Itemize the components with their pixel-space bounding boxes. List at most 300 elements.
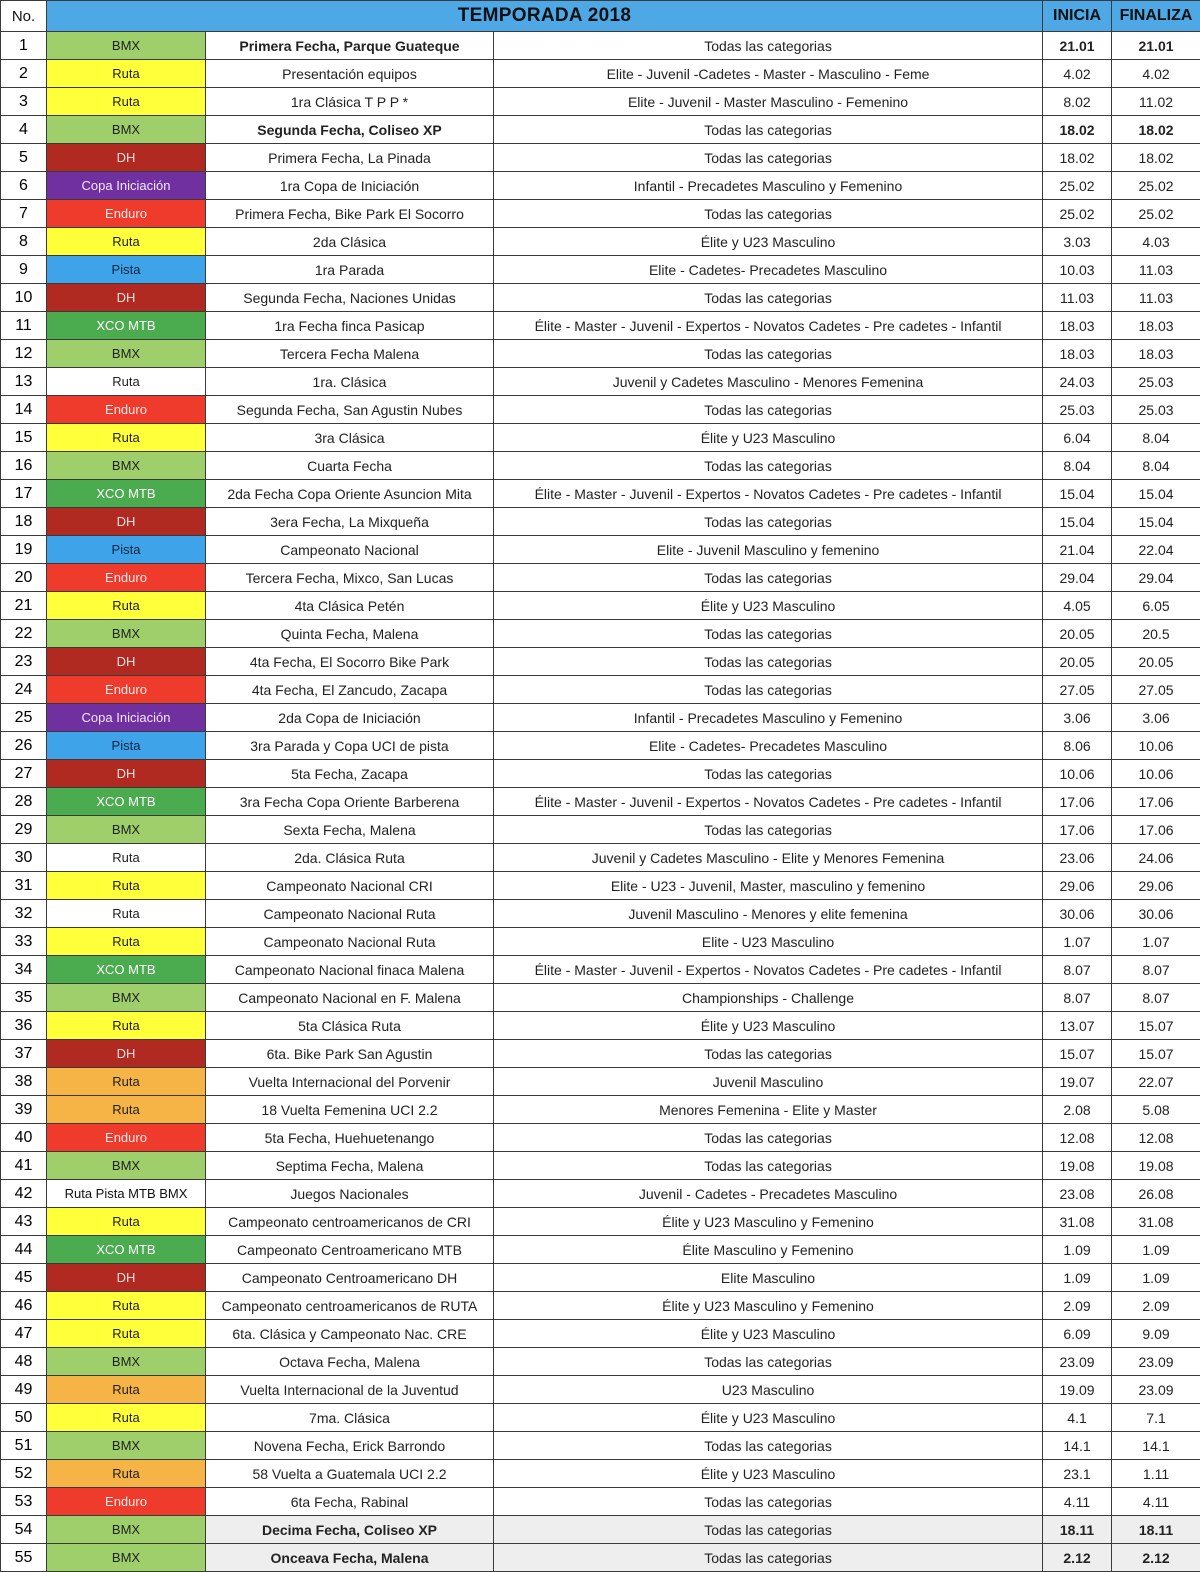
end-date: 2.12 — [1112, 1544, 1200, 1572]
category-badge: DH — [47, 1040, 206, 1068]
category-badge: BMX — [47, 340, 206, 368]
start-date: 1.09 — [1043, 1236, 1112, 1264]
participants: Todas las categorias — [494, 676, 1043, 704]
end-date: 2.09 — [1112, 1292, 1200, 1320]
row-number: 31 — [1, 872, 47, 900]
participants: Élite y U23 Masculino — [494, 424, 1043, 452]
table-row — [1, 592, 1200, 620]
category-badge: Ruta — [47, 228, 206, 256]
table-row — [1, 872, 1200, 900]
participants: Juvenil y Cadetes Masculino - Menores Femenina — [494, 368, 1043, 396]
event-name: Campeonato centroamericanos de RUTA — [206, 1292, 494, 1320]
row-number: 16 — [1, 452, 47, 480]
row-number: 4 — [1, 116, 47, 144]
table-row — [1, 620, 1200, 648]
event-name: 6ta. Clásica y Campeonato Nac. CRE — [206, 1320, 494, 1348]
event-name: 1ra Clásica T P P * — [206, 88, 494, 116]
row-number: 36 — [1, 1012, 47, 1040]
start-date: 20.05 — [1043, 620, 1112, 648]
event-name: 5ta Fecha, Zacapa — [206, 760, 494, 788]
event-name: Decima Fecha, Coliseo XP — [206, 1516, 494, 1544]
table-row — [1, 424, 1200, 452]
participants: Élite y U23 Masculino — [494, 1320, 1043, 1348]
event-name: Presentación equipos — [206, 60, 494, 88]
participants: Élite - Master - Juvenil - Expertos - Novatos Cadetes - Pre cadetes - Infantil — [494, 956, 1043, 984]
schedule-body — [1, 32, 1200, 1572]
end-date: 31.08 — [1112, 1208, 1200, 1236]
participants: Elite - Cadetes- Precadetes Masculino — [494, 732, 1043, 760]
category-badge: Ruta — [47, 1012, 206, 1040]
start-date: 3.03 — [1043, 228, 1112, 256]
start-date: 23.09 — [1043, 1348, 1112, 1376]
end-date: 8.04 — [1112, 452, 1200, 480]
end-date: 1.09 — [1112, 1264, 1200, 1292]
table-row — [1, 256, 1200, 284]
participants: Elite Masculino — [494, 1264, 1043, 1292]
row-number: 24 — [1, 676, 47, 704]
table-row — [1, 704, 1200, 732]
category-badge: DH — [47, 648, 206, 676]
event-name: Vuelta Internacional de la Juventud — [206, 1376, 494, 1404]
start-date: 13.07 — [1043, 1012, 1112, 1040]
event-name: 5ta Fecha, Huehuetenango — [206, 1124, 494, 1152]
table-row — [1, 480, 1200, 508]
table-row — [1, 60, 1200, 88]
end-date: 7.1 — [1112, 1404, 1200, 1432]
row-number: 22 — [1, 620, 47, 648]
category-badge: BMX — [47, 1152, 206, 1180]
start-date: 10.03 — [1043, 256, 1112, 284]
participants: Todas las categorias — [494, 564, 1043, 592]
participants: Élite y U23 Masculino — [494, 592, 1043, 620]
participants: Elite - Juvenil Masculino y femenino — [494, 536, 1043, 564]
row-number: 51 — [1, 1432, 47, 1460]
end-date: 11.03 — [1112, 256, 1200, 284]
table-row — [1, 1040, 1200, 1068]
row-number: 17 — [1, 480, 47, 508]
end-date: 25.02 — [1112, 172, 1200, 200]
event-name: 1ra. Clásica — [206, 368, 494, 396]
category-badge: BMX — [47, 984, 206, 1012]
event-name: 1ra Parada — [206, 256, 494, 284]
row-number: 14 — [1, 396, 47, 424]
row-number: 33 — [1, 928, 47, 956]
category-badge: DH — [47, 1264, 206, 1292]
event-name: Quinta Fecha, Malena — [206, 620, 494, 648]
event-name: Campeonato Nacional finaca Malena — [206, 956, 494, 984]
start-date: 18.11 — [1043, 1516, 1112, 1544]
header-title: TEMPORADA 2018 — [47, 1, 1043, 32]
category-badge: BMX — [47, 116, 206, 144]
row-number: 5 — [1, 144, 47, 172]
participants: Élite y U23 Masculino y Femenino — [494, 1292, 1043, 1320]
category-badge: Enduro — [47, 200, 206, 228]
category-badge: Ruta — [47, 844, 206, 872]
end-date: 23.09 — [1112, 1376, 1200, 1404]
end-date: 11.03 — [1112, 284, 1200, 312]
start-date: 30.06 — [1043, 900, 1112, 928]
event-name: 5ta Clásica Ruta — [206, 1012, 494, 1040]
event-name: Campeonato centroamericanos de CRI — [206, 1208, 494, 1236]
participants: Élite Masculino y Femenino — [494, 1236, 1043, 1264]
category-badge: Copa Iniciación — [47, 704, 206, 732]
start-date: 3.06 — [1043, 704, 1112, 732]
category-badge: DH — [47, 284, 206, 312]
row-number: 30 — [1, 844, 47, 872]
table-row — [1, 1320, 1200, 1348]
category-badge: Pista — [47, 732, 206, 760]
event-name: Primera Fecha, Parque Guateque — [206, 32, 494, 60]
row-number: 26 — [1, 732, 47, 760]
start-date: 1.09 — [1043, 1264, 1112, 1292]
row-number: 34 — [1, 956, 47, 984]
category-badge: Enduro — [47, 1124, 206, 1152]
end-date: 18.03 — [1112, 340, 1200, 368]
table-row — [1, 844, 1200, 872]
row-number: 21 — [1, 592, 47, 620]
event-name: Septima Fecha, Malena — [206, 1152, 494, 1180]
event-name: Primera Fecha, Bike Park El Socorro — [206, 200, 494, 228]
table-row — [1, 200, 1200, 228]
header-row — [1, 1, 1200, 32]
event-name: Cuarta Fecha — [206, 452, 494, 480]
table-row — [1, 1236, 1200, 1264]
start-date: 25.02 — [1043, 172, 1112, 200]
category-badge: XCO MTB — [47, 480, 206, 508]
start-date: 23.06 — [1043, 844, 1112, 872]
table-row — [1, 788, 1200, 816]
end-date: 5.08 — [1112, 1096, 1200, 1124]
end-date: 8.07 — [1112, 984, 1200, 1012]
row-number: 48 — [1, 1348, 47, 1376]
category-badge: Ruta Pista MTB BMX — [47, 1180, 206, 1208]
table-row — [1, 676, 1200, 704]
start-date: 21.04 — [1043, 536, 1112, 564]
category-badge: Ruta — [47, 1096, 206, 1124]
event-name: Juegos Nacionales — [206, 1180, 494, 1208]
participants: Todas las categorias — [494, 508, 1043, 536]
category-badge: Ruta — [47, 1068, 206, 1096]
participants: U23 Masculino — [494, 1376, 1043, 1404]
end-date: 1.07 — [1112, 928, 1200, 956]
participants: Todas las categorias — [494, 1040, 1043, 1068]
end-date: 18.11 — [1112, 1516, 1200, 1544]
row-number: 27 — [1, 760, 47, 788]
category-badge: BMX — [47, 1544, 206, 1572]
category-badge: DH — [47, 508, 206, 536]
category-badge: Ruta — [47, 1208, 206, 1236]
participants: Todas las categorias — [494, 396, 1043, 424]
row-number: 32 — [1, 900, 47, 928]
event-name: Tercera Fecha, Mixco, San Lucas — [206, 564, 494, 592]
category-badge: Ruta — [47, 60, 206, 88]
event-name: 58 Vuelta a Guatemala UCI 2.2 — [206, 1460, 494, 1488]
row-number: 12 — [1, 340, 47, 368]
category-badge: Enduro — [47, 396, 206, 424]
row-number: 29 — [1, 816, 47, 844]
event-name: 4ta Clásica Petén — [206, 592, 494, 620]
start-date: 23.08 — [1043, 1180, 1112, 1208]
row-number: 44 — [1, 1236, 47, 1264]
event-name: Campeonato Centroamericano DH — [206, 1264, 494, 1292]
end-date: 18.03 — [1112, 312, 1200, 340]
table-row — [1, 536, 1200, 564]
end-date: 26.08 — [1112, 1180, 1200, 1208]
event-name: 2da Fecha Copa Oriente Asuncion Mita — [206, 480, 494, 508]
category-badge: Ruta — [47, 1292, 206, 1320]
participants: Todas las categorias — [494, 1432, 1043, 1460]
row-number: 1 — [1, 32, 47, 60]
category-badge: BMX — [47, 620, 206, 648]
event-name: Sexta Fecha, Malena — [206, 816, 494, 844]
participants: Elite - Cadetes- Precadetes Masculino — [494, 256, 1043, 284]
start-date: 8.06 — [1043, 732, 1112, 760]
row-number: 53 — [1, 1488, 47, 1516]
event-name: 6ta Fecha, Rabinal — [206, 1488, 494, 1516]
table-row — [1, 900, 1200, 928]
participants: Todas las categorias — [494, 760, 1043, 788]
category-badge: Ruta — [47, 1404, 206, 1432]
event-name: 2da Copa de Iniciación — [206, 704, 494, 732]
row-number: 49 — [1, 1376, 47, 1404]
category-badge: XCO MTB — [47, 312, 206, 340]
category-badge: BMX — [47, 1432, 206, 1460]
event-name: 2da. Clásica Ruta — [206, 844, 494, 872]
table-row — [1, 508, 1200, 536]
event-name: Segunda Fecha, Coliseo XP — [206, 116, 494, 144]
table-row — [1, 1432, 1200, 1460]
event-name: 2da Clásica — [206, 228, 494, 256]
end-date: 22.07 — [1112, 1068, 1200, 1096]
table-row — [1, 340, 1200, 368]
participants: Todas las categorias — [494, 620, 1043, 648]
participants: Todas las categorias — [494, 1124, 1043, 1152]
end-date: 1.11 — [1112, 1460, 1200, 1488]
event-name: 18 Vuelta Femenina UCI 2.2 — [206, 1096, 494, 1124]
end-date: 15.07 — [1112, 1012, 1200, 1040]
participants: Elite - U23 - Juvenil, Master, masculino y femenino — [494, 872, 1043, 900]
start-date: 19.07 — [1043, 1068, 1112, 1096]
event-name: 3ra Parada y Copa UCI de pista — [206, 732, 494, 760]
start-date: 24.03 — [1043, 368, 1112, 396]
end-date: 8.07 — [1112, 956, 1200, 984]
participants: Todas las categorias — [494, 284, 1043, 312]
participants: Todas las categorias — [494, 1544, 1043, 1572]
table-row — [1, 1348, 1200, 1376]
event-name: 6ta. Bike Park San Agustin — [206, 1040, 494, 1068]
start-date: 15.07 — [1043, 1040, 1112, 1068]
table-row — [1, 1488, 1200, 1516]
start-date: 23.1 — [1043, 1460, 1112, 1488]
table-row — [1, 396, 1200, 424]
end-date: 10.06 — [1112, 760, 1200, 788]
participants: Élite y U23 Masculino — [494, 1404, 1043, 1432]
row-number: 37 — [1, 1040, 47, 1068]
start-date: 17.06 — [1043, 788, 1112, 816]
participants: Todas las categorias — [494, 1348, 1043, 1376]
start-date: 20.05 — [1043, 648, 1112, 676]
table-row — [1, 564, 1200, 592]
header-no: No. — [1, 1, 47, 32]
category-badge: Ruta — [47, 928, 206, 956]
start-date: 25.03 — [1043, 396, 1112, 424]
end-date: 17.06 — [1112, 816, 1200, 844]
start-date: 4.1 — [1043, 1404, 1112, 1432]
event-name: 1ra Copa de Iniciación — [206, 172, 494, 200]
table-row — [1, 1180, 1200, 1208]
participants: Élite y U23 Masculino — [494, 228, 1043, 256]
start-date: 15.04 — [1043, 480, 1112, 508]
row-number: 45 — [1, 1264, 47, 1292]
table-row — [1, 1376, 1200, 1404]
table-row — [1, 284, 1200, 312]
table-row — [1, 1544, 1200, 1572]
category-badge: XCO MTB — [47, 956, 206, 984]
category-badge: Copa Iniciación — [47, 172, 206, 200]
row-number: 41 — [1, 1152, 47, 1180]
category-badge: BMX — [47, 32, 206, 60]
start-date: 8.07 — [1043, 984, 1112, 1012]
participants: Élite - Master - Juvenil - Expertos - Novatos Cadetes - Pre cadetes - Infantil — [494, 312, 1043, 340]
table-row — [1, 648, 1200, 676]
end-date: 8.04 — [1112, 424, 1200, 452]
end-date: 27.05 — [1112, 676, 1200, 704]
row-number: 7 — [1, 200, 47, 228]
end-date: 15.04 — [1112, 508, 1200, 536]
row-number: 28 — [1, 788, 47, 816]
start-date: 18.02 — [1043, 116, 1112, 144]
start-date: 4.02 — [1043, 60, 1112, 88]
participants: Todas las categorias — [494, 144, 1043, 172]
category-badge: Ruta — [47, 592, 206, 620]
participants: Elite - Juvenil - Master Masculino - Femenino — [494, 88, 1043, 116]
end-date: 9.09 — [1112, 1320, 1200, 1348]
table-row — [1, 1208, 1200, 1236]
category-badge: BMX — [47, 1348, 206, 1376]
event-name: Campeonato Nacional en F. Malena — [206, 984, 494, 1012]
row-number: 18 — [1, 508, 47, 536]
row-number: 54 — [1, 1516, 47, 1544]
table-row — [1, 312, 1200, 340]
event-name: 4ta Fecha, El Zancudo, Zacapa — [206, 676, 494, 704]
row-number: 50 — [1, 1404, 47, 1432]
event-name: Novena Fecha, Erick Barrondo — [206, 1432, 494, 1460]
start-date: 21.01 — [1043, 32, 1112, 60]
event-name: 3ra Fecha Copa Oriente Barberena — [206, 788, 494, 816]
participants: Todas las categorias — [494, 816, 1043, 844]
participants: Élite - Master - Juvenil - Expertos - Novatos Cadetes - Pre cadetes - Infantil — [494, 788, 1043, 816]
event-name: 7ma. Clásica — [206, 1404, 494, 1432]
row-number: 42 — [1, 1180, 47, 1208]
participants: Élite - Master - Juvenil - Expertos - Novatos Cadetes - Pre cadetes - Infantil — [494, 480, 1043, 508]
category-badge: DH — [47, 760, 206, 788]
start-date: 4.11 — [1043, 1488, 1112, 1516]
table-row — [1, 228, 1200, 256]
event-name: Campeonato Nacional CRI — [206, 872, 494, 900]
row-number: 8 — [1, 228, 47, 256]
table-row — [1, 928, 1200, 956]
table-row — [1, 956, 1200, 984]
row-number: 9 — [1, 256, 47, 284]
category-badge: Ruta — [47, 872, 206, 900]
table-row — [1, 760, 1200, 788]
table-row — [1, 1460, 1200, 1488]
start-date: 29.04 — [1043, 564, 1112, 592]
category-badge: Ruta — [47, 1376, 206, 1404]
end-date: 25.03 — [1112, 396, 1200, 424]
end-date: 22.04 — [1112, 536, 1200, 564]
category-badge: DH — [47, 144, 206, 172]
table-row — [1, 144, 1200, 172]
row-number: 40 — [1, 1124, 47, 1152]
participants: Todas las categorias — [494, 452, 1043, 480]
start-date: 19.09 — [1043, 1376, 1112, 1404]
end-date: 20.05 — [1112, 648, 1200, 676]
end-date: 3.06 — [1112, 704, 1200, 732]
event-name: Vuelta Internacional del Porvenir — [206, 1068, 494, 1096]
start-date: 6.09 — [1043, 1320, 1112, 1348]
start-date: 8.04 — [1043, 452, 1112, 480]
end-date: 30.06 — [1112, 900, 1200, 928]
participants: Todas las categorias — [494, 340, 1043, 368]
end-date: 29.06 — [1112, 872, 1200, 900]
participants: Elite - U23 Masculino — [494, 928, 1043, 956]
event-name: 3ra Clásica — [206, 424, 494, 452]
row-number: 39 — [1, 1096, 47, 1124]
start-date: 31.08 — [1043, 1208, 1112, 1236]
participants: Todas las categorias — [494, 1152, 1043, 1180]
start-date: 18.03 — [1043, 312, 1112, 340]
table-row — [1, 984, 1200, 1012]
participants: Juvenil - Cadetes - Precadetes Masculino — [494, 1180, 1043, 1208]
row-number: 38 — [1, 1068, 47, 1096]
start-date: 19.08 — [1043, 1152, 1112, 1180]
event-name: Campeonato Centroamericano MTB — [206, 1236, 494, 1264]
event-name: Campeonato Nacional Ruta — [206, 928, 494, 956]
participants: Todas las categorias — [494, 648, 1043, 676]
category-badge: Enduro — [47, 564, 206, 592]
table-row — [1, 452, 1200, 480]
end-date: 10.06 — [1112, 732, 1200, 760]
category-badge: Enduro — [47, 676, 206, 704]
table-row — [1, 1012, 1200, 1040]
table-row — [1, 1152, 1200, 1180]
table-row — [1, 816, 1200, 844]
row-number: 2 — [1, 60, 47, 88]
participants: Juvenil Masculino — [494, 1068, 1043, 1096]
start-date: 18.02 — [1043, 144, 1112, 172]
category-badge: BMX — [47, 1516, 206, 1544]
start-date: 8.07 — [1043, 956, 1112, 984]
event-name: 3era Fecha, La Mixqueña — [206, 508, 494, 536]
participants: Infantil - Precadetes Masculino y Femenino — [494, 704, 1043, 732]
end-date: 15.04 — [1112, 480, 1200, 508]
participants: Todas las categorias — [494, 32, 1043, 60]
end-date: 29.04 — [1112, 564, 1200, 592]
start-date: 14.1 — [1043, 1432, 1112, 1460]
category-badge: Pista — [47, 256, 206, 284]
participants: Menores Femenina - Elite y Master — [494, 1096, 1043, 1124]
event-name: 1ra Fecha finca Pasicap — [206, 312, 494, 340]
end-date: 20.5 — [1112, 620, 1200, 648]
end-date: 4.03 — [1112, 228, 1200, 256]
participants: Todas las categorias — [494, 1516, 1043, 1544]
end-date: 17.06 — [1112, 788, 1200, 816]
category-badge: Pista — [47, 536, 206, 564]
start-date: 6.04 — [1043, 424, 1112, 452]
row-number: 35 — [1, 984, 47, 1012]
participants: Todas las categorias — [494, 1488, 1043, 1516]
